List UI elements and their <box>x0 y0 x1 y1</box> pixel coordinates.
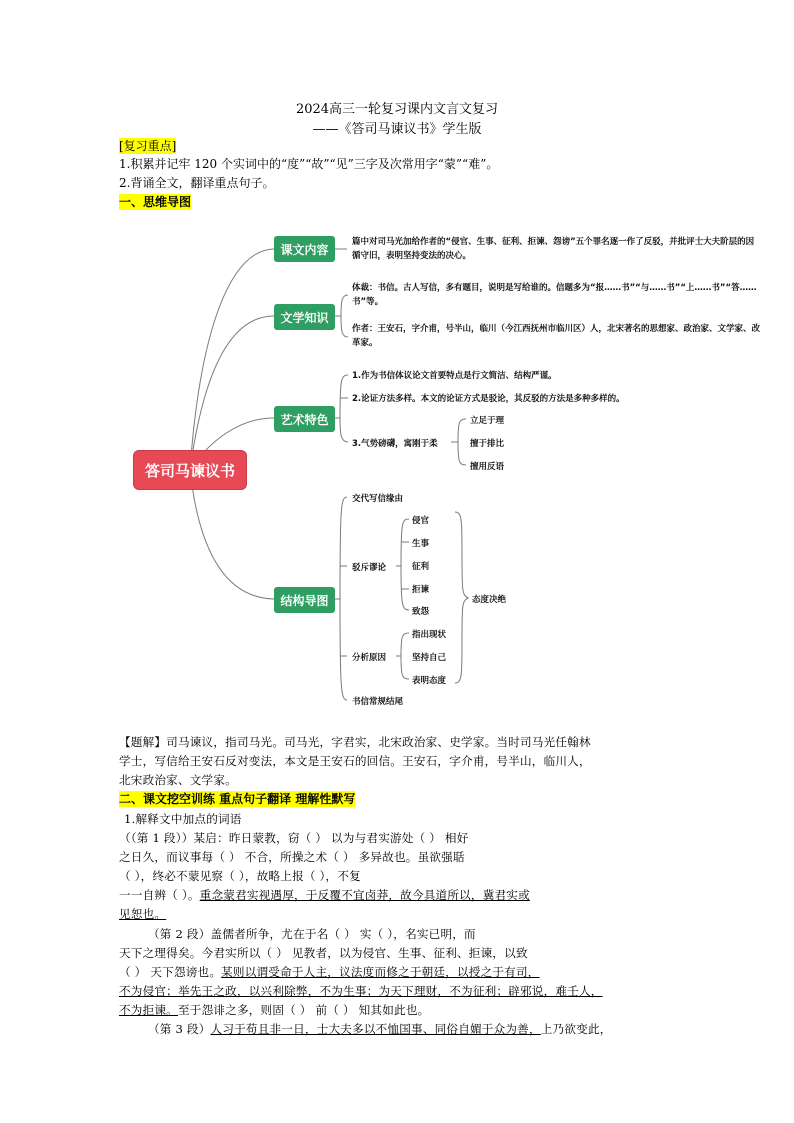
connector-structure <box>190 470 274 599</box>
structure-part-4: 书信常规结尾 <box>352 697 404 707</box>
review-tag: [复习重点] <box>119 139 177 153</box>
branch-content: 课文内容 <box>274 236 335 262</box>
literature-author: 作者：王安石，字介甫，号半山，临川（今江西抚州市临川区）人，北宋著名的思想家、政治家、文学家、改革家。 <box>352 324 761 348</box>
para1-line-4-blank: 一一自辨（ ）。 <box>119 888 200 902</box>
connector-content <box>190 249 274 470</box>
para2-line-3-key: 某则以谓受命于人主，议法度而修之于朝廷，以授之于有司， <box>221 965 540 979</box>
para1-line-5: 见恕也。 <box>119 907 167 921</box>
art-item-2: 2.论证方法多样。本文的论证方式是驳论，其反驳的方法是多种多样的。 <box>352 394 625 404</box>
para2-line-2: 天下之理得矣。今君实所以（ ） 见教者，以为侵官、生事、征利、拒谏，以致 <box>119 946 528 960</box>
analyze-3: 表明态度 <box>412 676 447 686</box>
intro-line-2: 学士，写信给王安石反对变法，本文是王安石的回信。王安石，字介甫，号半山，临川人， <box>119 754 591 768</box>
refute-2: 生事 <box>412 539 430 549</box>
art-sub-2: 擅于排比 <box>470 439 505 449</box>
para1-line-2: 之日久，而议事每（ ） 不合，所操之术（ ） 多异故也。虽欲强聒 <box>119 850 465 864</box>
analyze-1: 指出现状 <box>412 630 447 640</box>
para3-line-1-num: （第 3 段） <box>148 1022 211 1036</box>
section-1-label: 一、思维导图 <box>119 195 192 209</box>
structure-part-2: 驳斥谬论 <box>352 563 387 573</box>
review-item-2: 2.背诵全文，翻译重点句子。 <box>119 176 275 190</box>
para3-line-1-key: 人习于苟且非一日，士大夫多以不恤国事、同俗自媚于众为善， <box>210 1022 541 1036</box>
para2-line-3-blank: （ ） 天下怨谤也。 <box>119 965 222 979</box>
branch-literature: 文学知识 <box>274 304 335 330</box>
question-1: 1.解释文中加点的词语 <box>124 812 242 826</box>
literature-genre: 体裁：书信。古人写信，多有题目，说明是写给谁的。信题多为“报……书”“与……书”“上……书”“答……书”等。 <box>352 283 757 307</box>
intro-line-3: 北宋政治家、文学家。 <box>119 773 237 787</box>
para1-line-4 <box>119 887 530 903</box>
para2-line-3 <box>119 964 540 980</box>
para1-line-3: （ ），终必不蒙见察（ ），故略上报（ ），不复 <box>119 869 361 883</box>
review-item-1: 1.积累并记牢 120 个实词中的“度”“故”“见”三字及次常用字“蒙”“难”。 <box>119 157 499 171</box>
art-item-1: 1.作为书信体议论文首要特点是行文简洁、结构严谨。 <box>352 371 557 381</box>
para3-line-1-end: 上乃欲变此， <box>540 1022 612 1036</box>
mindmap-root: 答司马谏议书 <box>134 451 246 489</box>
content-text: 篇中对司马光加给作者的“侵官、生事、征利、拒谏、怨谤”五个罪名逐一作了反驳，并批评士大夫阶层的因循守旧，表明坚持变法的决心。 <box>352 237 755 261</box>
para2-line-5 <box>119 1002 429 1018</box>
page-title: 2024高三一轮复习课内文言文复习 <box>295 102 499 117</box>
art-sub-3: 擅用反语 <box>470 462 505 472</box>
structure-attitude: 态度决绝 <box>472 595 507 605</box>
structure-part-3: 分析原因 <box>352 653 387 663</box>
art-item-3: 3.气势磅礴，寓刚于柔 <box>352 439 438 449</box>
para2-line-1: （第 2 段）盖儒者所争，尤在于名（ ） 实（ ），名实已明，而 <box>148 927 476 941</box>
section-2-label: 二、课文挖空训练 重点句子翻译 理解性默写 <box>119 792 356 806</box>
para2-line-5-blank: 至于怨诽之多，则固（ ） 前（ ） 知其如此也。 <box>177 1003 430 1017</box>
art-sub-1: 立足于理 <box>470 416 505 426</box>
connector-literature <box>190 316 274 470</box>
refute-5: 致怨 <box>412 607 430 617</box>
para1-line-1: （（第 1 段））某启：昨日蒙教，窃（ ） 以为与君实游处（ ） 相好 <box>119 831 469 845</box>
refute-3: 征利 <box>412 562 430 572</box>
para2-line-5-key: 不为拒谏。 <box>119 1003 178 1017</box>
page-subtitle: ——《答司马谏议书》学生版 <box>312 122 482 137</box>
structure-part-1: 交代写信缘由 <box>352 494 404 504</box>
intro-line-1: 【题解】司马谏议，指司马光。司马光，字君实，北宋政治家、史学家。当时司马光任翰林 <box>119 735 591 749</box>
branch-art: 艺术特色 <box>274 406 335 432</box>
branch-structure: 结构导图 <box>274 587 335 613</box>
refute-4: 拒谏 <box>412 585 430 595</box>
para1-line-4-key: 重念蒙君实视遇厚，于反覆不宜卤莽，故今具道所以，冀君实或 <box>199 888 530 902</box>
refute-1: 侵官 <box>412 516 430 526</box>
para2-line-4: 不为侵官；举先王之政，以兴利除弊，不为生事；为天下理财，不为征利；辟邪说，难壬人， <box>119 984 603 998</box>
analyze-2: 坚持自己 <box>412 653 447 663</box>
para3-line-1 <box>148 1021 612 1037</box>
